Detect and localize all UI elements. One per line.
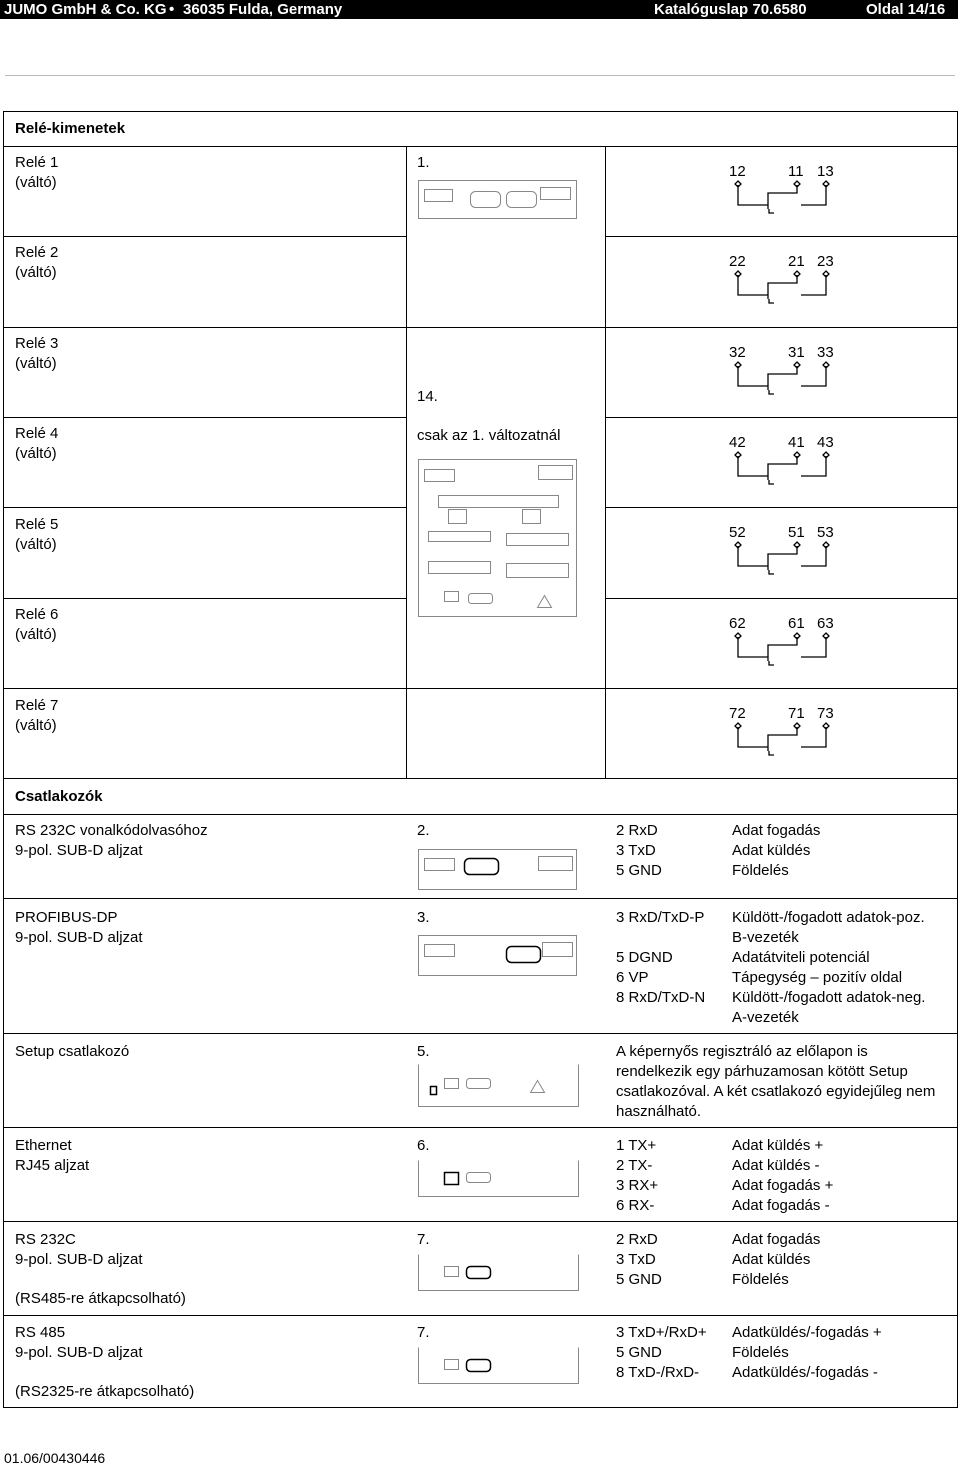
terminal-icon [735, 362, 741, 368]
profibus-sub: 9-pol. SUB-D aljzat [15, 929, 143, 946]
warning-icon [531, 1081, 545, 1093]
profibus-pin-3: 6 VP [616, 969, 649, 986]
ethernet-pin-2: 2 TX- [616, 1157, 653, 1174]
terminal-icon [794, 452, 800, 458]
rs232-barcode-name: RS 232C vonalkódolvasóhoz [15, 822, 208, 839]
relay-1-pin-2: 11 [788, 163, 804, 180]
relay-4-type: (váltó) [15, 445, 57, 462]
relay-6-pin-1: 62 [729, 615, 746, 632]
ethernet-desc-1: Adat küldés + [732, 1137, 824, 1154]
rs485-note: (RS2325-re átkapcsolható) [15, 1383, 195, 1400]
relay-5-pin-3: 53 [817, 524, 834, 541]
rs232-desc-1: Adat fogadás [732, 1231, 821, 1248]
profibus-desc-4b: A-vezeték [732, 1009, 799, 1026]
relay-1-pin-1: 12 [729, 163, 746, 180]
relay-7-type: (váltó) [15, 717, 57, 734]
rs232-barcode-pin-2: 3 TxD [616, 842, 656, 859]
terminal-icon [735, 633, 741, 639]
rs485-pin-3: 8 TxD-/RxD- [616, 1364, 700, 1381]
ethernet-desc-2: Adat küldés - [732, 1157, 820, 1174]
terminal-icon [735, 452, 741, 458]
relay-4-pin-2: 41 [788, 434, 805, 451]
relay-3-name: Relé 3 [15, 335, 59, 352]
rs232-barcode-desc-2: Adat küldés [732, 842, 811, 859]
relay-6-pin-2: 61 [788, 615, 805, 632]
profibus-figure [418, 932, 578, 976]
rs232-barcode-figure [418, 846, 578, 890]
rs232-name: RS 232C [15, 1231, 76, 1248]
relay-5-pin-1: 52 [729, 524, 746, 541]
terminal-icon [823, 633, 829, 639]
terminal-icon [794, 542, 800, 548]
rs232-barcode-desc-3: Földelés [732, 862, 789, 879]
rs485-desc-1: Adatküldés/-fogadás + [732, 1324, 882, 1341]
relay-2-contact-symbol [726, 272, 836, 312]
terminal-icon [794, 723, 800, 729]
relay-6-type: (váltó) [15, 626, 57, 643]
relay-7-pin-3: 73 [817, 705, 834, 722]
relay-4-pin-1: 42 [729, 434, 746, 451]
rs232-sub: 9-pol. SUB-D aljzat [15, 1251, 143, 1268]
terminal-icon [823, 452, 829, 458]
terminal-icon [794, 181, 800, 187]
ethernet-pin-1: 1 TX+ [616, 1137, 657, 1154]
relay-5-name: Relé 5 [15, 516, 59, 533]
rs485-desc-2: Földelés [732, 1344, 789, 1361]
relay-3-contact-symbol [726, 363, 836, 403]
ethernet-desc-4: Adat fogadás - [732, 1197, 830, 1214]
profibus-desc-1: Küldött-/fogadott adatok-poz. [732, 909, 925, 926]
terminal-icon [823, 181, 829, 187]
setup-figure [418, 1064, 580, 1110]
ethernet-pin-3: 3 RX+ [616, 1177, 659, 1194]
fig-14-note: csak az 1. változatnál [417, 427, 561, 444]
terminal-icon [823, 723, 829, 729]
fig-7-number-rs485: 7. [417, 1324, 430, 1341]
header-separator: • [169, 1, 175, 18]
terminal-icon [823, 362, 829, 368]
relay-7-pin-1: 72 [729, 705, 746, 722]
terminal-icon [735, 723, 741, 729]
fig-1-number: 1. [417, 154, 430, 171]
profibus-desc-3: Tápegység – pozitív oldal [732, 969, 903, 986]
header-page: Oldal 14/16 [866, 1, 946, 18]
fig-3-number: 3. [417, 909, 430, 926]
rs485-name: RS 485 [15, 1324, 66, 1341]
terminal-icon [735, 542, 741, 548]
relay-2-pin-1: 22 [729, 253, 746, 270]
terminal-icon [794, 633, 800, 639]
relay-6-name: Relé 6 [15, 606, 59, 623]
header-catalog: Katalóguslap 70.6580 [654, 1, 807, 18]
ethernet-sub: RJ45 aljzat [15, 1157, 90, 1174]
relay-1-pin-3: 13 [817, 163, 834, 180]
rs232-pin-1: 2 RxD [616, 1231, 658, 1248]
relay-3-pin-3: 33 [817, 344, 834, 361]
relay-6-pin-3: 63 [817, 615, 834, 632]
ethernet-name: Ethernet [15, 1137, 72, 1154]
connectors-title: Csatlakozók [15, 788, 103, 805]
relay-terminal-block [425, 190, 453, 202]
rs485-sub: 9-pol. SUB-D aljzat [15, 1344, 143, 1361]
relay-1-type: (váltó) [15, 174, 57, 191]
relay-5-contact-symbol [726, 543, 836, 583]
device-rear-panel-figure-14 [418, 457, 578, 617]
profibus-desc-1b: B-vezeték [732, 929, 799, 946]
terminal-icon [735, 181, 741, 187]
fig-14-number: 14. [417, 388, 438, 405]
fig-5-number: 5. [417, 1043, 430, 1060]
rs232-desc-3: Földelés [732, 1271, 789, 1288]
profibus-pin-2: 5 DGND [616, 949, 673, 966]
rs232-barcode-desc-1: Adat fogadás [732, 822, 821, 839]
header-company: JUMO GmbH & Co. KG [4, 1, 167, 18]
rs232-barcode-pin-1: 2 RxD [616, 822, 658, 839]
setup-text-1: A képernyős regisztráló az előlapon is [616, 1043, 868, 1060]
terminal-icon [794, 271, 800, 277]
profibus-desc-2: Adatátviteli potenciál [732, 949, 870, 966]
sub-d-port-icon [467, 1360, 491, 1372]
setup-port-icon [431, 1087, 437, 1095]
terminal-icon [794, 362, 800, 368]
profibus-desc-4: Küldött-/fogadott adatok-neg. [732, 989, 926, 1006]
rs232-figure [418, 1254, 580, 1294]
setup-text-2: rendelkezik egy párhuzamosan kötött Setup [616, 1063, 908, 1080]
terminal-icon [823, 271, 829, 277]
relay-3-pin-2: 31 [788, 344, 805, 361]
relay-4-pin-3: 43 [817, 434, 834, 451]
rs485-figure [418, 1347, 580, 1387]
page-header [0, 0, 958, 19]
relay-2-type: (váltó) [15, 264, 57, 281]
setup-name: Setup csatlakozó [15, 1043, 130, 1060]
relay-5-pin-2: 51 [788, 524, 805, 541]
header-rule [5, 75, 955, 76]
relay-2-pin-2: 21 [788, 253, 805, 270]
relay-4-contact-symbol [726, 453, 836, 493]
device-rear-panel-figure-1 [418, 175, 578, 220]
relay-1-contact-symbol [726, 182, 836, 222]
relay-2-name: Relé 2 [15, 244, 59, 261]
relay-7-name: Relé 7 [15, 697, 59, 714]
rs232-barcode-pin-3: 5 GND [616, 862, 662, 879]
relay-1-name: Relé 1 [15, 154, 59, 171]
relay-7-contact-symbol [726, 724, 836, 764]
relay-4-name: Relé 4 [15, 425, 59, 442]
rs232-pin-3: 5 GND [616, 1271, 662, 1288]
ethernet-desc-3: Adat fogadás + [732, 1177, 834, 1194]
relay-terminal-strip [439, 496, 559, 508]
rs232-desc-2: Adat küldés [732, 1251, 811, 1268]
rs485-pin-2: 5 GND [616, 1344, 662, 1361]
ethernet-figure [418, 1160, 580, 1200]
relay-3-type: (váltó) [15, 355, 57, 372]
ethernet-pin-4: 6 RX- [616, 1197, 655, 1214]
footer-doc-id: 01.06/00430446 [4, 1450, 106, 1466]
fig-7-number: 7. [417, 1231, 430, 1248]
rs232-barcode-sub: 9-pol. SUB-D aljzat [15, 842, 143, 859]
setup-text-3: csatlakozóval. A két csatlakozó egyidejűleg nem [616, 1083, 936, 1100]
profibus-name: PROFIBUS-DP [15, 909, 118, 926]
setup-text-4: használható. [616, 1103, 702, 1120]
profibus-pin-1: 3 RxD/TxD-P [616, 909, 705, 926]
rj45-port-icon [445, 1173, 459, 1185]
relay-2-pin-3: 23 [817, 253, 834, 270]
rs232-note: (RS485-re átkapcsolható) [15, 1290, 186, 1307]
sub-d-port-icon [467, 1267, 491, 1279]
terminal-icon [823, 542, 829, 548]
rs485-desc-3: Adatküldés/-fogadás - [732, 1364, 878, 1381]
relay-3-pin-1: 32 [729, 344, 746, 361]
profibus-pin-4: 8 RxD/TxD-N [616, 989, 706, 1006]
rs485-pin-1: 3 TxD+/RxD+ [616, 1324, 707, 1341]
relays-title: Relé-kimenetek [15, 120, 126, 137]
relay-7-pin-2: 71 [788, 705, 805, 722]
fig-6-number: 6. [417, 1137, 430, 1154]
fig-2-number: 2. [417, 822, 430, 839]
relay-5-type: (váltó) [15, 536, 57, 553]
relay-6-contact-symbol [726, 634, 836, 674]
rs232-pin-2: 3 TxD [616, 1251, 656, 1268]
header-location: 36035 Fulda, Germany [183, 1, 343, 18]
terminal-icon [735, 271, 741, 277]
